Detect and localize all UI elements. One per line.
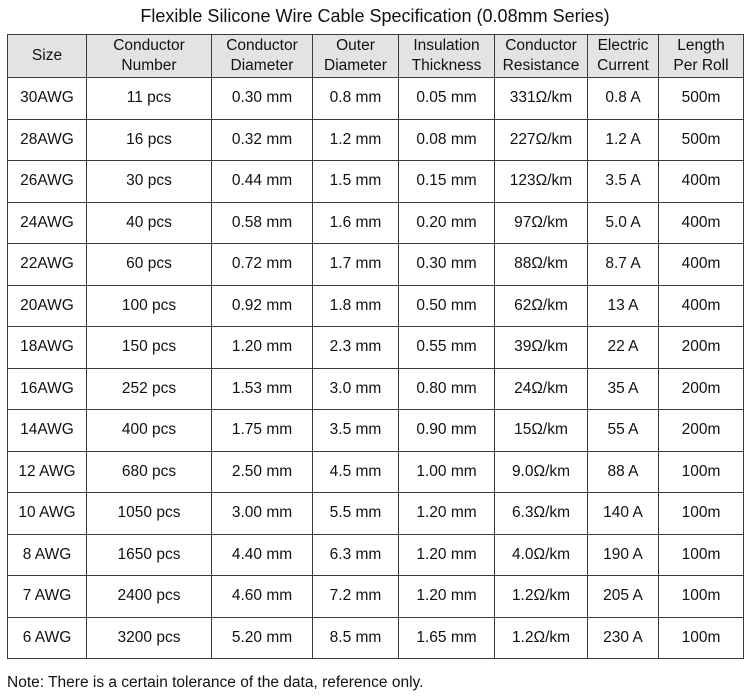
table-cell: 4.0Ω/km [495, 534, 588, 576]
table-cell: 35 A [588, 368, 659, 410]
table-cell: 331Ω/km [495, 78, 588, 120]
table-cell: 26AWG [8, 161, 87, 203]
table-cell: 0.05 mm [399, 78, 495, 120]
table-cell: 100 pcs [87, 285, 212, 327]
column-header-text: Resistance [502, 57, 580, 74]
table-cell: 18AWG [8, 327, 87, 369]
table-cell: 1.2 A [588, 119, 659, 161]
column-header-text: Current [597, 57, 649, 74]
table-cell: 28AWG [8, 119, 87, 161]
table-cell: 400m [659, 285, 744, 327]
table-cell: 5.0 A [588, 202, 659, 244]
table-cell: 12 AWG [8, 451, 87, 493]
table-cell: 0.15 mm [399, 161, 495, 203]
table-cell: 8.5 mm [313, 617, 399, 659]
table-cell: 0.30 mm [399, 244, 495, 286]
table-cell: 100m [659, 617, 744, 659]
table-cell: 0.55 mm [399, 327, 495, 369]
table-cell: 230 A [588, 617, 659, 659]
table-cell: 0.58 mm [212, 202, 313, 244]
table-cell: 400m [659, 161, 744, 203]
table-row [8, 78, 744, 120]
table-row [8, 327, 744, 369]
table-header-row [8, 35, 744, 78]
table-row [8, 451, 744, 493]
table-cell: 200m [659, 410, 744, 452]
column-header-text: Diameter [324, 57, 387, 74]
table-cell: 30 pcs [87, 161, 212, 203]
table-row [8, 534, 744, 576]
table-cell: 6 AWG [8, 617, 87, 659]
table-cell: 100m [659, 451, 744, 493]
table-cell: 0.44 mm [212, 161, 313, 203]
table-cell: 1.20 mm [399, 493, 495, 535]
table-cell: 9.0Ω/km [495, 451, 588, 493]
column-header-text: Insulation [413, 37, 480, 54]
table-cell: 205 A [588, 576, 659, 618]
table-cell: 252 pcs [87, 368, 212, 410]
column-header [212, 35, 313, 78]
column-header [588, 35, 659, 78]
table-cell: 11 pcs [87, 78, 212, 120]
table-cell: 39Ω/km [495, 327, 588, 369]
table-cell: 400m [659, 244, 744, 286]
table-cell: 0.8 mm [313, 78, 399, 120]
table-cell: 14AWG [8, 410, 87, 452]
table-cell: 227Ω/km [495, 119, 588, 161]
table-cell: 0.20 mm [399, 202, 495, 244]
tolerance-note: Note: There is a certain tolerance of the data, reference only. [7, 674, 424, 691]
table-cell: 150 pcs [87, 327, 212, 369]
column-header-text: Conductor [226, 37, 298, 54]
table-cell: 22AWG [8, 244, 87, 286]
table-cell: 190 A [588, 534, 659, 576]
table-cell: 1.20 mm [399, 576, 495, 618]
table-cell: 7 AWG [8, 576, 87, 618]
table-cell: 1.2 mm [313, 119, 399, 161]
column-header [659, 35, 744, 78]
column-header-text: Per Roll [673, 57, 729, 74]
table-row [8, 617, 744, 659]
table-cell: 2400 pcs [87, 576, 212, 618]
table-row [8, 244, 744, 286]
table-cell: 1.2Ω/km [495, 576, 588, 618]
table-cell: 3.5 A [588, 161, 659, 203]
table-cell: 1.6 mm [313, 202, 399, 244]
table-cell: 0.90 mm [399, 410, 495, 452]
table-row [8, 493, 744, 535]
table-cell: 6.3 mm [313, 534, 399, 576]
table-cell: 123Ω/km [495, 161, 588, 203]
table-cell: 20AWG [8, 285, 87, 327]
column-header [399, 35, 495, 78]
column-header-text: Diameter [230, 57, 294, 74]
table-cell: 22 A [588, 327, 659, 369]
table-cell: 4.40 mm [212, 534, 313, 576]
table-cell: 5.5 mm [313, 493, 399, 535]
table-cell: 3.00 mm [212, 493, 313, 535]
table-cell: 3200 pcs [87, 617, 212, 659]
column-header-text: Size [31, 47, 63, 64]
table-cell: 88Ω/km [495, 244, 588, 286]
table-cell: 100m [659, 534, 744, 576]
column-header-text: Conductor [505, 37, 577, 54]
table-cell: 6.3Ω/km [495, 493, 588, 535]
table-cell: 2.3 mm [313, 327, 399, 369]
table-cell: 0.72 mm [212, 244, 313, 286]
table-cell: 1650 pcs [87, 534, 212, 576]
table-cell: 400 pcs [87, 410, 212, 452]
table-cell: 13 A [588, 285, 659, 327]
table-cell: 1.5 mm [313, 161, 399, 203]
table-cell: 1.2Ω/km [495, 617, 588, 659]
table-cell: 1.53 mm [212, 368, 313, 410]
table-cell: 200m [659, 368, 744, 410]
table-cell: 62Ω/km [495, 285, 588, 327]
table-row [8, 285, 744, 327]
table-cell: 0.08 mm [399, 119, 495, 161]
table-cell: 60 pcs [87, 244, 212, 286]
table-cell: 140 A [588, 493, 659, 535]
column-header-text: Electric [597, 37, 649, 54]
table-cell: 0.32 mm [212, 119, 313, 161]
table-cell: 1.75 mm [212, 410, 313, 452]
column-header [87, 35, 212, 78]
table-cell: 200m [659, 327, 744, 369]
table-cell: 16AWG [8, 368, 87, 410]
table-cell: 10 AWG [8, 493, 87, 535]
table-cell: 3.5 mm [313, 410, 399, 452]
column-header-text: Thickness [411, 57, 482, 74]
table-cell: 100m [659, 493, 744, 535]
table-row [8, 119, 744, 161]
table-body [8, 78, 744, 659]
table-cell: 500m [659, 119, 744, 161]
table-cell: 0.8 A [588, 78, 659, 120]
table-cell: 24Ω/km [495, 368, 588, 410]
table-cell: 1.65 mm [399, 617, 495, 659]
column-header-text: Outer [336, 37, 375, 54]
column-header-text: Length [677, 37, 725, 54]
table-row [8, 576, 744, 618]
table-cell: 1.00 mm [399, 451, 495, 493]
table-cell: 8.7 A [588, 244, 659, 286]
table-cell: 55 A [588, 410, 659, 452]
table-cell: 0.50 mm [399, 285, 495, 327]
table-row [8, 368, 744, 410]
table-cell: 1050 pcs [87, 493, 212, 535]
column-header [495, 35, 588, 78]
table-cell: 500m [659, 78, 744, 120]
table-cell: 1.20 mm [399, 534, 495, 576]
table-cell: 5.20 mm [212, 617, 313, 659]
table-cell: 15Ω/km [495, 410, 588, 452]
table-row [8, 161, 744, 203]
column-header [313, 35, 399, 78]
table-cell: 2.50 mm [212, 451, 313, 493]
table-cell: 30AWG [8, 78, 87, 120]
table-cell: 1.20 mm [212, 327, 313, 369]
table-cell: 0.92 mm [212, 285, 313, 327]
table-cell: 3.0 mm [313, 368, 399, 410]
table-cell: 1.8 mm [313, 285, 399, 327]
table-cell: 7.2 mm [313, 576, 399, 618]
table-cell: 16 pcs [87, 119, 212, 161]
column-header-text: Conductor [113, 37, 185, 54]
table-cell: 0.80 mm [399, 368, 495, 410]
table-cell: 97Ω/km [495, 202, 588, 244]
table-cell: 1.7 mm [313, 244, 399, 286]
table-cell: 88 A [588, 451, 659, 493]
table-cell: 100m [659, 576, 744, 618]
table-cell: 4.60 mm [212, 576, 313, 618]
table-cell: 4.5 mm [313, 451, 399, 493]
column-header-text: Number [121, 57, 177, 74]
table-cell: 400m [659, 202, 744, 244]
column-header [8, 35, 87, 78]
table-cell: 680 pcs [87, 451, 212, 493]
table-cell: 24AWG [8, 202, 87, 244]
page-title: Flexible Silicone Wire Cable Specification (0.08mm Series) [140, 6, 610, 26]
table-cell: 8 AWG [8, 534, 87, 576]
table-cell: 40 pcs [87, 202, 212, 244]
specification-table [7, 34, 744, 659]
table-cell: 0.30 mm [212, 78, 313, 120]
table-row [8, 410, 744, 452]
table-row [8, 202, 744, 244]
